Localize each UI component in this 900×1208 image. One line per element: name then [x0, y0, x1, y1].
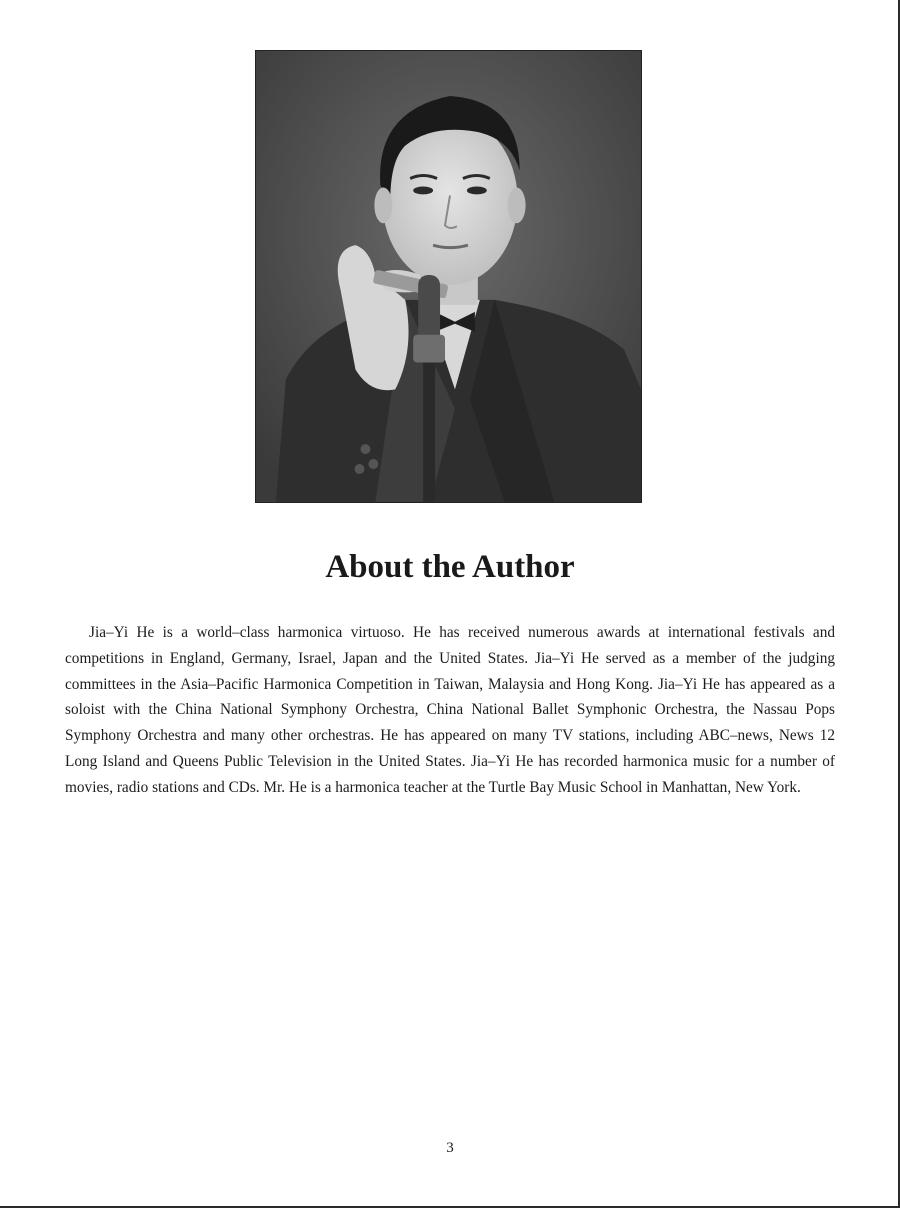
author-portrait-image — [256, 51, 641, 502]
page-title: About the Author — [325, 549, 575, 585]
page-number: 3 — [446, 1140, 454, 1156]
author-photo — [255, 50, 642, 503]
author-bio: Jia–Yi He is a world–class harmonica virtuoso. He has received numerous awards at international festivals and competitions in England, Germany, Israel, Japan and the United States. Jia–Yi He served as a member of the judging committees in the Asia–Pacific Harmonica Competition in Taiwan, Malaysia and Hong Kong. Jia–Yi He has appeared as a soloist with the China National Symphony Orchestra, China National Ballet Symphonic Orchestra, the Nassau Pops Symphony Orchestra and many other orchestras. He has appeared on many TV stations, including ABC–news, News 12 Long Island and Queens Public Television in the United States. Jia–Yi He has recorded harmonica music for a number of movies, radio stations and CDs. Mr. He is a harmonica teacher at the Turtle Bay Music School in Manhattan, New York. — [65, 624, 835, 796]
